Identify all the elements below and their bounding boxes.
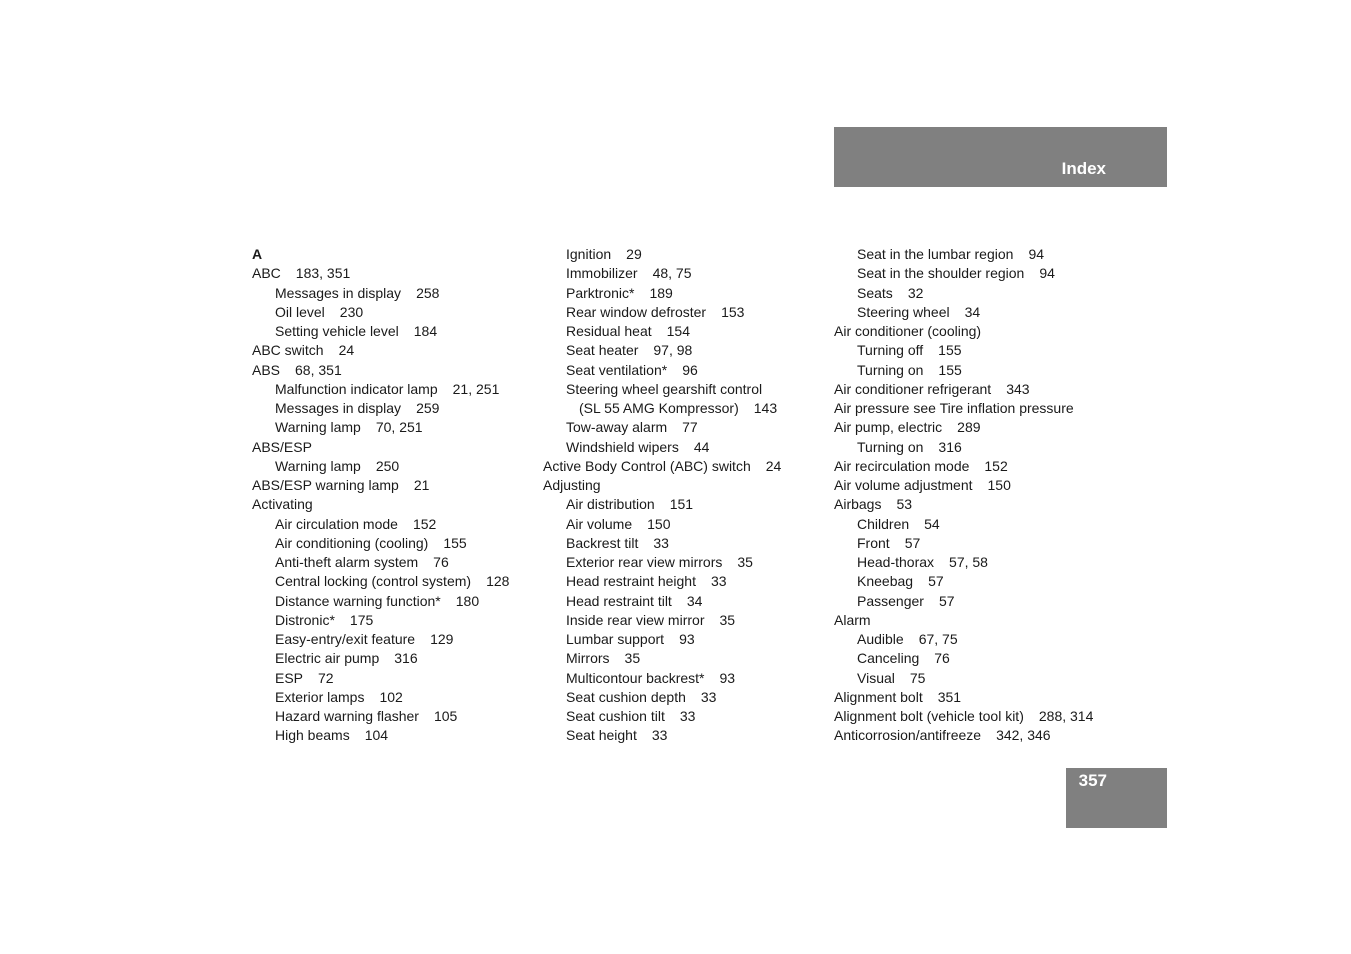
index-entry-term: (SL 55 AMG Kompressor)	[579, 400, 739, 416]
index-entry	[543, 630, 781, 649]
index-entry-term: ABS/ESP warning lamp	[252, 477, 399, 493]
index-entry-term: Residual heat	[566, 323, 652, 339]
index-entry-pages: 153	[721, 303, 745, 320]
index-entry-term: Air recirculation mode	[834, 457, 970, 474]
index-entry-term: Air volume adjustment	[834, 477, 973, 493]
index-entry	[252, 399, 509, 418]
index-entry	[252, 515, 509, 534]
index-entry-term: Anti-theft alarm system	[275, 554, 419, 570]
index-entry-pages: 75	[909, 669, 926, 686]
index-entry	[543, 495, 781, 514]
index-entry-term: Tow-away alarm	[566, 419, 668, 436]
index-entry-pages: 183, 351	[295, 265, 351, 282]
index-entry	[252, 476, 509, 495]
index-entry-pages: 29	[626, 246, 642, 262]
index-entry-pages: 21, 251	[452, 380, 500, 397]
index-entry-pages: 151	[669, 496, 694, 513]
index-entry-pages: 67, 75	[918, 631, 958, 647]
index-entry-pages: 44	[693, 438, 710, 455]
index-entry	[543, 399, 781, 418]
index-entry-pages: 128	[486, 573, 510, 590]
index-entry-term: Air conditioner (cooling)	[834, 323, 982, 339]
index-entry-term: Visual	[857, 669, 895, 686]
index-entry	[834, 399, 1093, 418]
index-entry-pages: 258	[416, 284, 440, 301]
index-entry-term: Multicontour backrest*	[566, 669, 705, 686]
index-entry	[252, 380, 509, 399]
index-entry-term: Distance warning function*	[275, 592, 441, 609]
index-entry-pages: 342, 346	[996, 727, 1051, 744]
index-entry-pages: 57	[904, 534, 921, 551]
index-entry-term: Ignition	[566, 246, 612, 262]
index-column-2	[543, 245, 781, 746]
index-entry	[834, 284, 1093, 303]
index-entry-term: Distronic*	[275, 611, 335, 628]
index-entry-term: Audible	[857, 631, 904, 647]
index-entry-term: Exterior rear view mirrors	[566, 554, 723, 570]
index-entry-term: Rear window defroster	[566, 303, 707, 320]
index-entry-term: ABS/ESP	[252, 438, 312, 455]
index-entry	[834, 457, 1093, 476]
index-entry-pages: 33	[651, 727, 668, 744]
index-entry-pages: 76	[433, 554, 449, 570]
index-entry-pages: 97, 98	[653, 342, 693, 359]
index-entry-pages: 155	[938, 361, 962, 378]
index-entry-term: Activating	[252, 496, 313, 513]
index-entry	[252, 669, 509, 688]
index-entry	[834, 438, 1093, 457]
index-entry-term: Active Body Control (ABC) switch	[543, 457, 751, 474]
index-entry-term: Lumbar support	[566, 631, 665, 647]
index-entry	[543, 418, 781, 437]
index-entry-pages: 34	[964, 303, 981, 320]
index-entry-pages: 48, 75	[652, 265, 692, 282]
index-entry-term: Alignment bolt (vehicle tool kit)	[834, 708, 1024, 724]
index-entry-term: Front	[857, 534, 890, 551]
index-entry-pages: 155	[443, 534, 467, 551]
index-entry-term: Turning on	[857, 361, 924, 378]
index-entry	[834, 707, 1093, 726]
index-entry-term: Air pump, electric	[834, 419, 943, 436]
index-letter-heading	[252, 245, 509, 264]
index-entry	[543, 303, 781, 322]
index-entry-pages: 68, 351	[295, 361, 342, 378]
index-entry-term: Central locking (control system)	[275, 573, 472, 590]
index-entry-term: Air conditioning (cooling)	[275, 534, 429, 551]
index-entry-pages: 351	[937, 688, 962, 705]
index-entry	[252, 707, 509, 726]
index-entry-term: Airbags	[834, 496, 882, 513]
index-entry	[834, 495, 1093, 514]
index-entry	[834, 553, 1093, 572]
index-entry-term: Head restraint tilt	[566, 592, 672, 609]
index-entry	[834, 611, 1093, 630]
index-entry-term: Seat ventilation*	[566, 361, 668, 378]
index-entry	[543, 707, 781, 726]
index-entry-term: Malfunction indicator lamp	[275, 380, 438, 397]
index-entry-pages: 316	[394, 650, 418, 667]
index-entry	[543, 264, 781, 283]
index-entry-pages: 316	[938, 438, 962, 455]
index-entry	[834, 418, 1093, 437]
index-entry	[543, 726, 781, 745]
index-entry-term: Warning lamp	[275, 457, 361, 474]
index-entry	[834, 322, 1093, 341]
index-entry	[543, 457, 781, 476]
index-entry-term: Adjusting	[543, 477, 601, 493]
index-entry-pages: 152	[412, 515, 437, 532]
index-entry-term: Warning lamp	[275, 419, 361, 436]
index-entry	[834, 688, 1093, 707]
index-entry	[252, 361, 509, 380]
index-entry-pages: 24	[338, 342, 355, 359]
index-entry-term: Steering wheel	[857, 303, 950, 320]
index-entry-term: Children	[857, 515, 910, 532]
index-entry-term: Oil level	[275, 303, 325, 320]
index-entry-pages: 93	[719, 669, 736, 686]
index-entry-pages: 57, 58	[949, 554, 988, 570]
index-entry-term: ABC	[252, 265, 281, 282]
index-entry	[834, 534, 1093, 553]
index-entry	[252, 611, 509, 630]
index-entry-pages: 175	[349, 611, 374, 628]
index-entry	[252, 726, 509, 745]
index-entry-pages: 289	[957, 419, 981, 436]
index-entry-term: Kneebag	[857, 573, 914, 590]
index-entry	[543, 341, 781, 360]
index-entry-term: Seat cushion depth	[566, 688, 686, 705]
index-entry-term: Anticorrosion/antifreeze	[834, 727, 982, 744]
page-number: 357	[1078, 771, 1107, 790]
index-entry-pages: 150	[987, 477, 1011, 493]
index-entry-pages: 155	[938, 342, 962, 359]
index-entry-pages: 150	[647, 515, 671, 532]
index-entry-pages: 57	[938, 592, 955, 609]
index-entry-pages: 96	[682, 361, 698, 378]
page-number-box	[1066, 768, 1167, 828]
index-entry-term: ESP	[275, 669, 304, 686]
index-entry	[252, 284, 509, 303]
index-entry-pages: 57	[928, 573, 944, 590]
index-entry-pages: 33	[653, 534, 669, 551]
index-entry	[252, 341, 509, 360]
index-entry	[543, 322, 781, 341]
index-entry	[252, 495, 509, 514]
index-entry-pages: 21	[413, 477, 430, 493]
index-entry	[834, 380, 1093, 399]
index-entry-pages: 105	[433, 708, 458, 724]
index-entry	[543, 553, 781, 572]
index-entry-term: Air volume	[566, 515, 633, 532]
index-entry	[252, 592, 509, 611]
index-entry-term: Steering wheel gearshift control	[566, 380, 763, 397]
index-entry	[252, 534, 509, 553]
index-entry	[834, 476, 1093, 495]
index-entry-term: Seat in the shoulder region	[857, 265, 1025, 282]
index-entry-pages: 24	[765, 457, 782, 474]
index-entry	[543, 649, 781, 668]
index-column-3	[834, 245, 1093, 746]
index-entry-term: Backrest tilt	[566, 534, 639, 551]
index-entry-term: Messages in display	[275, 400, 402, 416]
index-entry	[834, 726, 1093, 745]
index-entry	[543, 476, 781, 495]
index-entry-term: Setting vehicle level	[275, 323, 399, 339]
index-entry	[543, 361, 781, 380]
index-entry	[252, 438, 509, 457]
index-entry	[252, 264, 509, 283]
index-entry	[543, 572, 781, 591]
index-entry-pages: 152	[984, 457, 1008, 474]
index-entry-term: Immobilizer	[566, 265, 638, 282]
index-entry-pages: 93	[679, 631, 695, 647]
index-entry	[834, 649, 1093, 668]
index-entry-pages: 94	[1039, 265, 1055, 282]
index-entry	[543, 611, 781, 630]
index-entry-term: Alarm	[834, 611, 871, 628]
index-entry	[252, 457, 509, 476]
index-entry	[252, 688, 509, 707]
index-entry	[834, 303, 1093, 322]
index-entry-pages: 70, 251	[375, 419, 423, 436]
index-entry-term: Windshield wipers	[566, 438, 679, 455]
index-entry-term: Air distribution	[566, 496, 655, 513]
index-entry-term: Turning on	[857, 438, 924, 455]
index-entry-term: Alignment bolt	[834, 688, 923, 705]
index-entry	[252, 418, 509, 437]
index-entry	[252, 553, 509, 572]
index-entry	[252, 572, 509, 591]
index-entry-pages: 77	[682, 419, 698, 436]
index-entry-term: Head-thorax	[857, 554, 935, 570]
index-entry	[543, 438, 781, 457]
index-entry-term: Seat cushion tilt	[566, 708, 665, 724]
index-entry-term: Air pressure see Tire inflation pressure	[834, 400, 1074, 416]
index-entry	[834, 515, 1093, 534]
index-entry-term: Inside rear view mirror	[566, 611, 705, 628]
index-entry	[834, 592, 1093, 611]
index-entry-pages: 104	[364, 727, 389, 744]
index-entry-pages: 54	[924, 515, 940, 532]
index-entry	[252, 303, 509, 322]
index-entry-term: Seat in the lumbar region	[857, 246, 1014, 262]
index-entry-term: Air conditioner refrigerant	[834, 380, 992, 397]
index-entry-term: ABC switch	[252, 342, 324, 359]
index-entry-pages: 33	[710, 573, 727, 590]
index-entry-pages: 53	[896, 496, 913, 513]
index-entry-term: Seat height	[566, 727, 637, 744]
index-entry-pages: 94	[1028, 246, 1045, 262]
index-entry-pages: 143	[753, 400, 778, 416]
index-entry-pages: 259	[416, 400, 440, 416]
index-entry-term: High beams	[275, 727, 350, 744]
index-entry-pages: 189	[649, 284, 673, 301]
index-entry-pages: 343	[1006, 380, 1030, 397]
index-entry-pages: 32	[907, 284, 924, 301]
index-entry-pages: 33	[700, 688, 717, 705]
index-entry	[543, 284, 781, 303]
index-entry	[252, 649, 509, 668]
section-title: Index	[1061, 159, 1106, 178]
index-entry-pages: 129	[430, 631, 454, 647]
index-entry-term: A	[252, 246, 263, 262]
index-entry	[543, 515, 781, 534]
index-entry	[834, 245, 1093, 264]
index-entry	[834, 264, 1093, 283]
index-entry-pages: 34	[686, 592, 703, 609]
index-entry-pages: 184	[413, 323, 438, 339]
index-entry	[834, 630, 1093, 649]
index-entry-term: Mirrors	[566, 650, 610, 667]
index-entry-term: Seat heater	[566, 342, 639, 359]
index-entry	[543, 534, 781, 553]
index-entry-term: Exterior lamps	[275, 688, 365, 705]
index-entry-pages: 33	[679, 708, 696, 724]
index-entry	[834, 341, 1093, 360]
index-entry-term: Passenger	[857, 592, 924, 609]
index-entry-term: Canceling	[857, 650, 920, 667]
index-entry-pages: 180	[455, 592, 480, 609]
section-header-bar	[834, 127, 1167, 187]
index-entry-term: Turning off	[857, 342, 924, 359]
index-entry-pages: 154	[666, 323, 690, 339]
index-entry	[543, 380, 781, 399]
index-entry-term: Seats	[857, 284, 893, 301]
index-entry	[252, 322, 509, 341]
index-entry	[543, 245, 781, 264]
index-entry-pages: 72	[318, 669, 334, 686]
index-entry	[834, 361, 1093, 380]
index-entry-pages: 35	[719, 611, 736, 628]
index-entry-term: Hazard warning flasher	[275, 708, 419, 724]
index-entry-term: Messages in display	[275, 284, 402, 301]
index-entry-term: Easy-entry/exit feature	[275, 631, 416, 647]
index-entry-pages: 35	[624, 650, 641, 667]
index-column-1	[252, 245, 509, 746]
index-entry-pages: 230	[339, 303, 364, 320]
index-entry	[543, 669, 781, 688]
index-entry-pages: 102	[379, 688, 403, 705]
index-entry	[543, 688, 781, 707]
index-entry-pages: 288, 314	[1038, 708, 1094, 724]
index-entry-pages: 76	[934, 650, 950, 667]
index-entry-pages: 250	[375, 457, 400, 474]
index-entry-term: ABS	[252, 361, 281, 378]
index-entry-pages: 35	[737, 554, 753, 570]
index-entry	[252, 630, 509, 649]
index-entry-term: Parktronic*	[566, 284, 635, 301]
index-entry	[543, 592, 781, 611]
index-entry-term: Air circulation mode	[275, 515, 398, 532]
index-entry	[834, 669, 1093, 688]
index-entry-term: Head restraint height	[566, 573, 696, 590]
index-entry	[834, 572, 1093, 591]
index-entry-term: Electric air pump	[275, 650, 380, 667]
